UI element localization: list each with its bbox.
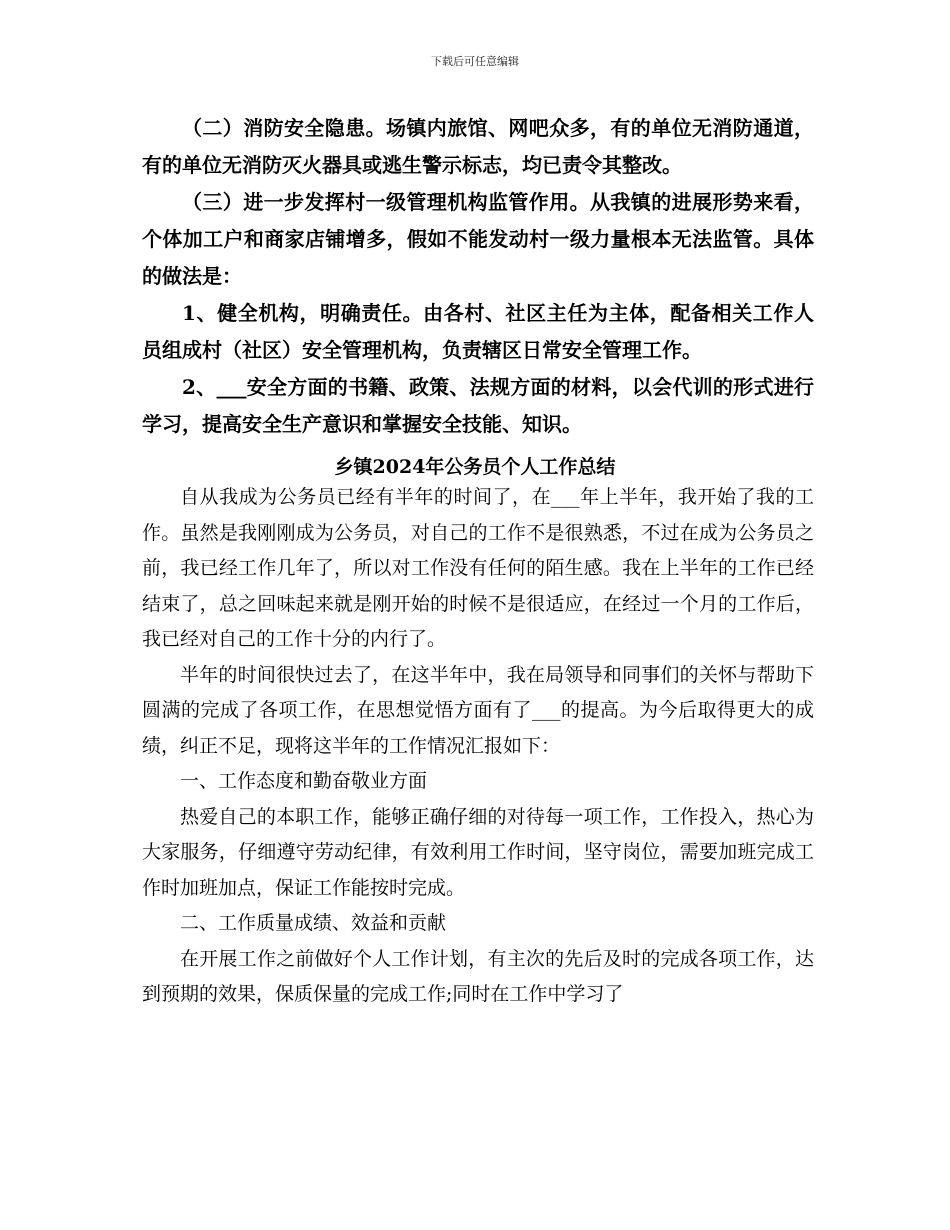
- header-note: 下载后可任意编辑: [431, 55, 519, 68]
- article-body: [142, 480, 814, 1013]
- intro-paragraph: 自从我成为公务员已经有半年的时间了，在___年上半年，我开始了我的工作。虽然是我刚刚成为公务员，对自己的工作不是很熟悉，不过在成为公务员之前，我已经工作几年了，所以对工作没有任何的陌生感。我在上半年的工作已经结束了，总之回味起来就是刚开始的时候不是很适应，在经过一个月的工作后，我已经对自己的工作十分的内行了。: [142, 486, 814, 650]
- section-heading-quality: 二、工作质量成绩、效益和贡献: [180, 912, 447, 934]
- section-heading-attitude: 一、工作态度和勤奋敬业方面: [180, 770, 428, 792]
- village-supervision-paragraph: （三）进一步发挥村一级管理机构监管作用。从我镇的进展形势来看，个体加工户和商家店铺增多，假如不能发动村一级力量根本无法监管。具体的做法是：: [142, 190, 814, 288]
- attitude-paragraph: 热爱自己的本职工作，能够正确仔细的对待每一项工作，工作投入，热心为大家服务，仔细遵守劳动纪律，有效利用工作时间，坚守岗位，需要加班完成工作时加班加点，保证工作能按时完成。: [142, 805, 814, 899]
- quality-paragraph: 在开展工作之前做好个人工作计划，有主次的先后及时的完成各项工作，达到预期的效果，保质保量的完成工作;同时在工作中学习了: [142, 947, 814, 1005]
- fire-hazard-paragraph: （二）消防安全隐患。场镇内旅馆、网吧众多，有的单位无消防通道，有的单位无消防灭火器具或逃生警示标志，均已责令其整改。: [142, 116, 814, 177]
- study-materials-paragraph: 2、___安全方面的书籍、政策、法规方面的材料，以会代训的形式进行学习，提高安全生产意识和掌握安全技能、知识。: [142, 375, 814, 436]
- organization-paragraph: 1、健全机构，明确责任。由各村、社区主任为主体，配备相关工作人员组成村（社区）安全管理机构，负责辖区日常安全管理工作。: [142, 301, 814, 362]
- summary-paragraph: 半年的时间很快过去了，在这半年中，我在局领导和同事们的关怀与帮助下圆满的完成了各项工作，在思想觉悟方面有了___的提高。为今后取得更大的成绩，纠正不足，现将这半年的工作情况汇报如下：: [142, 663, 814, 757]
- safety-measures-section: [142, 110, 814, 443]
- article-title: 乡镇2024年公务员个人工作总结: [334, 456, 616, 478]
